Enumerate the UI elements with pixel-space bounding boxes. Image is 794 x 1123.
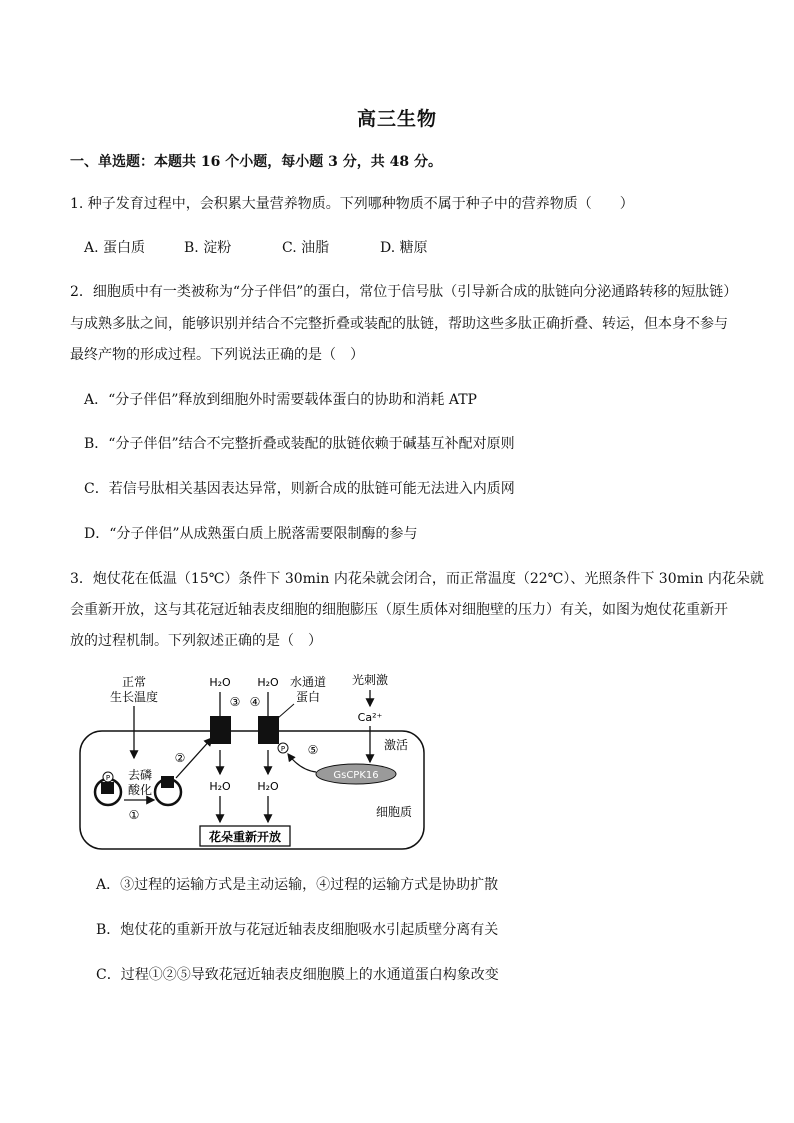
water-channel-1 <box>210 716 231 744</box>
q1-option-b: B. 淀粉 <box>184 240 232 256</box>
label-activate: 激活 <box>384 738 409 752</box>
label-dephos-2: 酸化 <box>127 783 153 797</box>
q1-option-d: D. 糖原 <box>380 240 428 256</box>
q3-option-a: A．③过程的运输方式是主动运输，④过程的运输方式是协助扩散 <box>96 877 499 893</box>
label-kinase: GsCPK16 <box>333 770 379 781</box>
label-h2o-bottom-2: H₂O <box>257 780 279 793</box>
q2-option-d: D．“分子伴侣”从成熟蛋白质上脱落需要限制酶的参与 <box>84 526 418 542</box>
question-2-stem-line-1: 2．细胞质中有一类被称为“分子伴侣”的蛋白，常位于信号肽（引导新合成的肽链向分泌通路转移的短肽链） <box>70 284 738 300</box>
label-calcium: Ca²⁺ <box>357 711 383 724</box>
label-step-5: ⑤ <box>307 743 319 757</box>
mechanism-diagram <box>72 666 432 856</box>
question-1-stem: 1. 种子发育过程中，会积累大量营养物质。下列哪种物质不属于种子中的营养物质（ ） <box>70 196 634 212</box>
svg-text:P: P <box>280 745 286 753</box>
question-2-stem-line-3: 最终产物的形成过程。下列说法正确的是（ ） <box>70 347 364 363</box>
label-h2o-top-2: H₂O <box>257 676 279 689</box>
label-step-1: ① <box>128 808 140 822</box>
question-3-stem-line-2: 会重新开放，这与其花冠近轴表皮细胞的细胞膨压（原生质体对细胞壁的压力）有关，如图为炮仗花重新开 <box>70 602 728 618</box>
q2-option-a: A．“分子伴侣”释放到细胞外时需要载体蛋白的协助和消耗 ATP <box>84 392 477 408</box>
q2-option-c: C．若信号肽相关基因表达异常，则新合成的肽链可能无法进入内质网 <box>84 481 515 497</box>
q3-option-c: C．过程①②⑤导致花冠近轴表皮细胞膜上的水通道蛋白构象改变 <box>96 967 499 983</box>
label-dephos-1: 去磷 <box>127 768 153 782</box>
label-h2o-bottom-1: H₂O <box>209 780 231 793</box>
question-2-stem-line-2: 与成熟多肽之间，能够识别并结合不完整折叠或装配的肽链，帮助这些多肽正确折叠、转运，但本身不参与 <box>70 316 728 332</box>
question-3-stem-line-1: 3．炮仗花在低温（15℃）条件下 30min 内花朵就会闭合，而正常温度（22℃）、光照条件下 30min 内花朵就 <box>70 571 764 587</box>
label-step-4: ④ <box>249 695 261 709</box>
label-water-channel-1: 水通道 <box>289 675 327 689</box>
svg-text:P: P <box>105 774 111 782</box>
label-light: 光刺激 <box>351 673 389 687</box>
label-water-channel-2: 蛋白 <box>295 690 321 704</box>
label-step-2: ② <box>174 751 186 765</box>
q3-option-b: B．炮仗花的重新开放与花冠近轴表皮细胞吸水引起质壁分离有关 <box>96 922 499 938</box>
page-title: 高三生物 <box>356 108 437 130</box>
label-normal-temp-1: 正常 <box>121 675 147 689</box>
q2-option-b: B．“分子伴侣”结合不完整折叠或装配的肽链依赖于碱基互补配对原则 <box>84 436 515 452</box>
label-step-3: ③ <box>229 695 241 709</box>
q1-option-c: C. 油脂 <box>282 240 330 256</box>
label-reopen: 花朵重新开放 <box>208 830 282 844</box>
q1-option-a: A. 蛋白质 <box>84 240 146 256</box>
water-channel-2 <box>258 716 279 744</box>
question-3-stem-line-3: 放的过程机制。下列叙述正确的是（ ） <box>70 633 322 649</box>
section-heading: 一、单选题：本题共 16 个小题，每小题 3 分，共 48 分。 <box>70 154 442 170</box>
label-cytoplasm: 细胞质 <box>375 805 413 819</box>
label-h2o-top-1: H₂O <box>209 676 231 689</box>
label-normal-temp-2: 生长温度 <box>109 690 159 704</box>
